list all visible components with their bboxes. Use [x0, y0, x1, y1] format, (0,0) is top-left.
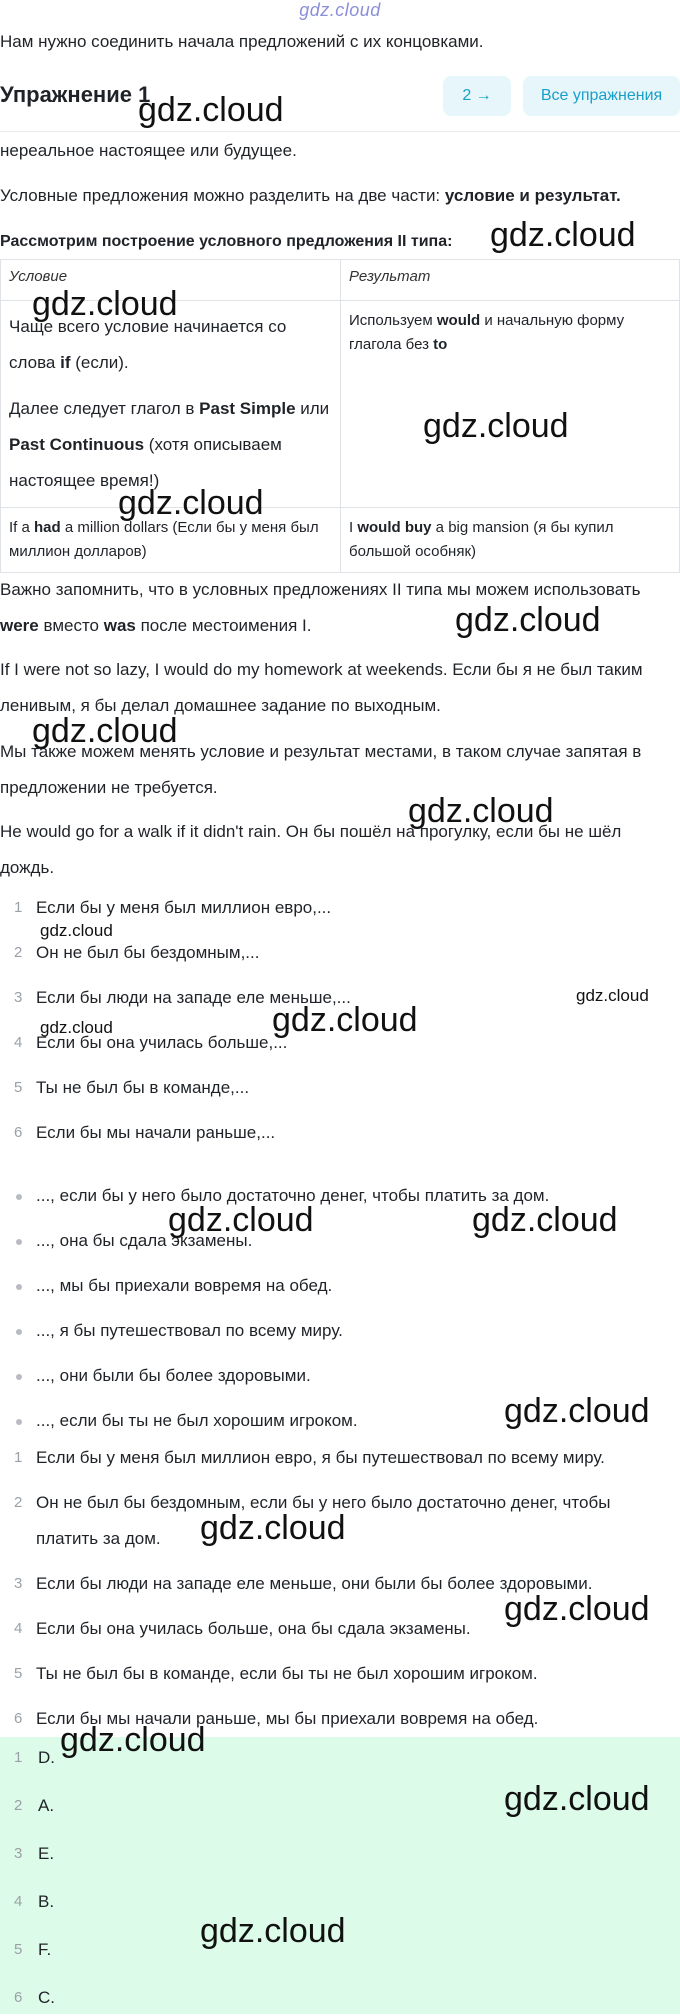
divider: [0, 131, 680, 132]
watermark: gdz.cloud: [504, 1590, 650, 1628]
watermark: gdz.cloud: [423, 407, 569, 445]
ex-res-would-buy: would buy: [357, 519, 432, 536]
sentence-ending: ..., если бы ты не был хорошим игроком.: [36, 1411, 358, 1430]
full-sentence: Если бы она училась больше, она бы сдала экзамены.: [36, 1619, 471, 1638]
watermark: gdz.cloud: [200, 1509, 346, 1547]
cond-verb-part3: (хотя описываем настоящее время!): [9, 435, 282, 490]
were-part1: Важно запомнить, что в условных предложениях II типа мы можем использовать: [0, 580, 641, 599]
exercise-title: Упражнение 1: [0, 82, 151, 107]
watermark: gdz.cloud: [40, 921, 113, 940]
table-head-condition: Условие: [1, 260, 341, 301]
result-would: would: [436, 312, 481, 329]
watermark: gdz.cloud: [472, 1201, 618, 1239]
item-number: 3: [14, 989, 23, 1006]
site-logo[interactable]: gdz.cloud: [299, 0, 381, 20]
answer-letter: F.: [38, 1940, 52, 1959]
bullet: [16, 1194, 22, 1200]
sentence-beginning: Если бы у меня был миллион евро,...: [36, 898, 332, 917]
watermark: gdz.cloud: [40, 1018, 113, 1037]
table-head-result: Результат: [341, 260, 680, 301]
cond-verb-part2: или: [295, 399, 330, 418]
item-number: 2: [14, 1494, 23, 1511]
result-part2: и начальную форму глагола без: [349, 312, 625, 353]
watermark: gdz.cloud: [32, 285, 178, 323]
sentence-ending: ..., она бы сдала экзамены.: [36, 1231, 253, 1250]
watermark: gdz.cloud: [504, 1392, 650, 1430]
item-number: 4: [14, 1034, 23, 1051]
full-sentence: Ты не был бы в команде, если бы ты не был хорошим игроком.: [36, 1664, 538, 1683]
answers-panel: [0, 1737, 680, 2014]
item-number: 5: [14, 1665, 23, 1682]
watermark: gdz.cloud: [272, 1001, 418, 1039]
watermark: gdz.cloud: [408, 792, 554, 830]
watermark: gdz.cloud: [168, 1201, 314, 1239]
theory-parts-text: Условные предложения можно разделить на две части:: [0, 186, 445, 205]
ex-cond-part2: a million dollars (Если бы у меня был миллион долларов): [9, 519, 319, 560]
ex-res-part1: I: [349, 519, 358, 536]
cond-if-part1: Чаще всего условие начинается со слова: [9, 317, 287, 372]
watermark: gdz.cloud: [455, 601, 601, 639]
item-number: 2: [14, 944, 23, 961]
result-text: [349, 309, 671, 357]
watermark: gdz.cloud: [60, 1721, 206, 1759]
theory-parts-bold: условие и результат.: [444, 186, 621, 205]
theory-swap: Мы также можем менять условие и результат местами, в таком случае запятая в предложении не требуется.: [0, 742, 642, 797]
ex-cond-had: had: [34, 519, 61, 536]
answer-number: 2: [14, 1797, 23, 1814]
were-word: were: [0, 616, 39, 635]
watermark: gdz.cloud: [200, 1912, 346, 1950]
bullet: [16, 1329, 22, 1335]
answer-letter: C.: [38, 1988, 55, 2007]
item-number: 1: [14, 899, 23, 916]
cond-past-continuous: Past Continuous: [9, 435, 145, 454]
theory-example-walk: He would go for a walk if it didn't rain. Он бы пошёл на прогулку, если бы не шёл дождь.: [0, 822, 622, 877]
sentence-beginning: Если бы мы начали раньше,...: [36, 1123, 276, 1142]
item-number: 6: [14, 1124, 23, 1141]
answer-number: 6: [14, 1989, 23, 2006]
item-number: 3: [14, 1575, 23, 1592]
watermark: gdz.cloud: [32, 712, 178, 750]
answer-number: 3: [14, 1845, 23, 1862]
cond-verb-text: [9, 391, 332, 499]
full-sentence: Он не был бы бездомным, если бы у него было достаточно денег, чтобы платить за дом.: [36, 1493, 611, 1548]
table-example-result: [341, 508, 680, 573]
item-number: 6: [14, 1710, 23, 1727]
item-number: 4: [14, 1620, 23, 1637]
sentence-ending: ..., я бы путешествовал по всему миру.: [36, 1321, 343, 1340]
full-sentence: Если бы у меня был миллион евро, я бы путешествовал по всему миру.: [36, 1448, 605, 1467]
next-exercise-button[interactable]: 2 →: [443, 76, 511, 116]
cond-if-word: if: [60, 353, 71, 372]
result-to: to: [433, 336, 448, 353]
table-cell-condition: [1, 301, 341, 508]
bullet: [16, 1374, 22, 1380]
watermark: gdz.cloud: [576, 986, 649, 1005]
theory-line: нереальное настоящее или будущее.: [0, 141, 297, 160]
were-part2: вместо: [38, 616, 104, 635]
answer-letter: E.: [38, 1844, 55, 1863]
cond-past-simple: Past Simple: [199, 399, 296, 418]
answer-letter: A.: [38, 1796, 55, 1815]
result-part1: Используем: [349, 312, 437, 329]
sentence-beginning: Он не был бы бездомным,...: [36, 943, 260, 962]
answer-number: 1: [14, 1749, 23, 1766]
cond-verb-part1: Далее следует глагол в: [9, 399, 200, 418]
intro-text: Нам нужно соединить начала предложений с их концовками.: [0, 32, 484, 51]
watermark: gdz.cloud: [504, 1780, 650, 1818]
table-cell-result: [341, 301, 680, 508]
cond-if-part2: (если).: [70, 353, 129, 372]
sentence-beginning: Если бы люди на западе еле меньше,...: [36, 988, 351, 1007]
was-word: was: [103, 616, 136, 635]
watermark: gdz.cloud: [118, 484, 264, 522]
full-sentence: Если бы люди на западе еле меньше, они были бы более здоровыми.: [36, 1574, 593, 1593]
answer-number: 4: [14, 1893, 23, 1910]
sentence-ending: ..., мы бы приехали вовремя на обед.: [36, 1276, 333, 1295]
sentence-ending: ..., если бы у него было достаточно денег, чтобы платить за дом.: [36, 1186, 550, 1205]
bullet: [16, 1239, 22, 1245]
were-part3: после местоимения I.: [135, 616, 312, 635]
theory-construction: Рассмотрим построение условного предложения II типа:: [0, 233, 453, 250]
watermark: gdz.cloud: [138, 91, 284, 129]
sentence-beginning: Ты не был бы в команде,...: [36, 1078, 250, 1097]
watermark: gdz.cloud: [490, 216, 636, 254]
ex-cond-part1: If a: [9, 519, 35, 536]
answer-number: 5: [14, 1941, 23, 1958]
bullet: [16, 1284, 22, 1290]
sentence-beginning: Если бы она училась больше,...: [36, 1033, 288, 1052]
full-sentence: Если бы мы начали раньше, мы бы приехали вовремя на обед.: [36, 1709, 539, 1728]
item-number: 1: [14, 1449, 23, 1466]
answer-letter: D.: [38, 1748, 55, 1767]
sentence-ending: ..., они были бы более здоровыми.: [36, 1366, 311, 1385]
answer-letter: B.: [38, 1892, 55, 1911]
theory-parts: [0, 178, 672, 214]
item-number: 5: [14, 1079, 23, 1096]
theory-example-lazy: If I were not so lazy, I would do my homework at weekends. Если бы я не был таким ленивым, я бы делал домашнее задание по выходным.: [0, 660, 643, 715]
all-exercises-button[interactable]: Все упражнения: [523, 76, 680, 116]
bullet: [16, 1419, 22, 1425]
ex-res-part2: a big mansion (я бы купил большой особняк): [349, 519, 614, 560]
